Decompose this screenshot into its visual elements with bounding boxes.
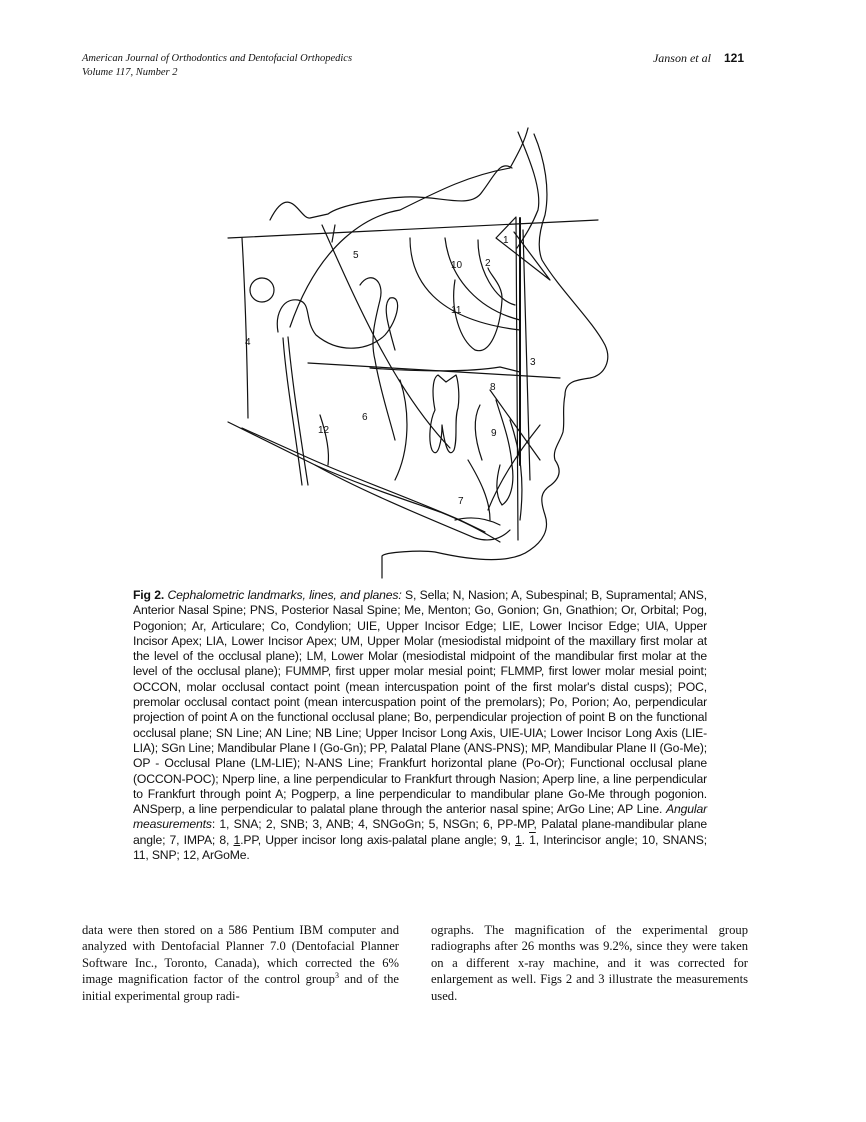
- upper-incisor-symbol-2: 1: [515, 832, 522, 847]
- cephalometric-tracing: [220, 120, 640, 585]
- body-column-left: [82, 922, 399, 1004]
- angle-label-10: 10: [451, 260, 463, 271]
- reference-superscript[interactable]: 3: [334, 971, 339, 981]
- running-head-authors: Janson et al: [652, 51, 711, 65]
- angle-label-5: 5: [353, 250, 359, 261]
- cephalometric-figure: [220, 120, 640, 585]
- figure-number: Fig 2.: [133, 588, 165, 602]
- angle-label-8: 8: [490, 382, 496, 393]
- angle-label-11: 11: [451, 305, 462, 316]
- angle-label-12: 12: [318, 425, 330, 436]
- figure-caption: [133, 588, 707, 863]
- lower-incisor-symbol: 1: [529, 832, 536, 847]
- caption-body-angles-3: .: [521, 832, 530, 847]
- angle-label-9: 9: [491, 428, 497, 439]
- upper-incisor-symbol: 1: [233, 832, 241, 847]
- angle-label-2: 2: [485, 258, 491, 269]
- angle-label-3: 3: [530, 357, 536, 368]
- body-text-left-cont: and of the initial experimental group radi-: [82, 972, 399, 1003]
- angle-label-4: 4: [245, 337, 251, 348]
- page-number: 121: [723, 51, 744, 65]
- caption-body-landmarks: S, Sella; N, Nasion; A, Subespinal; B, Supramental; ANS, Anterior Nasal Spine; PNS, Posterior Nasal Spine; Me, Menton; Go, Gonion; Gn, Gnathion; Or, Orbital; Pog, Pogonion; Ar, Articulare; Co, Condylion; UIE, Upper Incisor Edge; LIE, Lower Incisor Edge; UIA, Upper Incisor Apex; LIA, Lower Incisor Apex; UM, Upper Molar (mesiodistal midpoint of the maxillary first molar at the level of the occlusal plane); LM, Lower Molar (mesiodistal midpoint of the mandibular first molar at the level of the occlusal plane); FUMMP, first upper molar mesial point; FLMMP, first lower molar mesial point; OCCON, molar occlusal contact point (mean intercuspation point of the first molar's distal cusps); POC, premolar occlusal contact point (mean intercuspation point of the premolars); Po, Porion; Ao, perpendicular projection of point A on the functional occlusal plane; Bo, perpendicular projection of point B on the functional occlusal plane; SN Line; AN Line; NB Line; Upper Incisor Long Axis, UIE-UIA; Lower Incisor Long Axis (LIE-LIA); SGn Line; Mandibular Plane I (Go-Gn); PP, Palatal Plane (ANS-PNS); MP, Mandibular Plane II (Go-Me); OP - Occlusal Plane (LM-LIE); N-ANS Line; Frankfurt horizontal plane (Po-Or); Functional occlusal plane (OCCON-POC); Nperp line, a line perpendicular to Frankfurt through Nasion; Aperp line, a line perpendicular to Frankfurt through point A; Pogperp, a line perpendicular to mandibular plane Go-Me through pogonion. ANSperp, a line perpendicular to palatal plane through the anterior nasal spine; ArGo Line; AP Line.: [133, 588, 707, 817]
- running-head-page: [653, 51, 744, 65]
- angle-label-1: 1: [503, 235, 509, 246]
- caption-body-angles: : 1, SNA; 2, SNB; 3, ANB; 4, SNGoGn; 5, NSGn; 6, PP-MP, Palatal plane-mandibular plane angle; 7, IMPA; 8,: [133, 817, 707, 847]
- angular-measurements-title: Angular measurements: [133, 802, 707, 832]
- running-head-journal: [82, 52, 352, 80]
- caption-body-angles-4: , Interincisor angle; 10, SNANS; 11, SNP; 12, ArGoMe.: [133, 832, 707, 863]
- journal-volume: Volume 117, Number 2: [82, 67, 178, 78]
- angle-label-6: 6: [362, 412, 368, 423]
- caption-body-angles-2: .PP, Upper incisor long axis-palatal plane angle; 9,: [240, 832, 515, 847]
- figure-title: Cephalometric landmarks, lines, and planes:: [167, 588, 402, 602]
- body-column-right: [431, 922, 748, 1004]
- body-text-right: ographs. The magnification of the experimental group radiographs after 26 months was 9.2%, since they were taken on a different x-ray machine, and it was corrected for enlargement as well. Figs 2 and 3 illustrate the measurements used.: [431, 923, 748, 1003]
- angle-label-7: 7: [458, 496, 464, 507]
- body-text-left: data were then stored on a 586 Pentium IBM computer and analyzed with Dentofacial Planner 7.0 (Dentofacial Planner Software Inc., Toronto, Canada), which corrected the 6% image magnification factor of the control group: [82, 923, 399, 987]
- journal-title: American Journal of Orthodontics and Dentofacial Orthopedics: [82, 53, 353, 64]
